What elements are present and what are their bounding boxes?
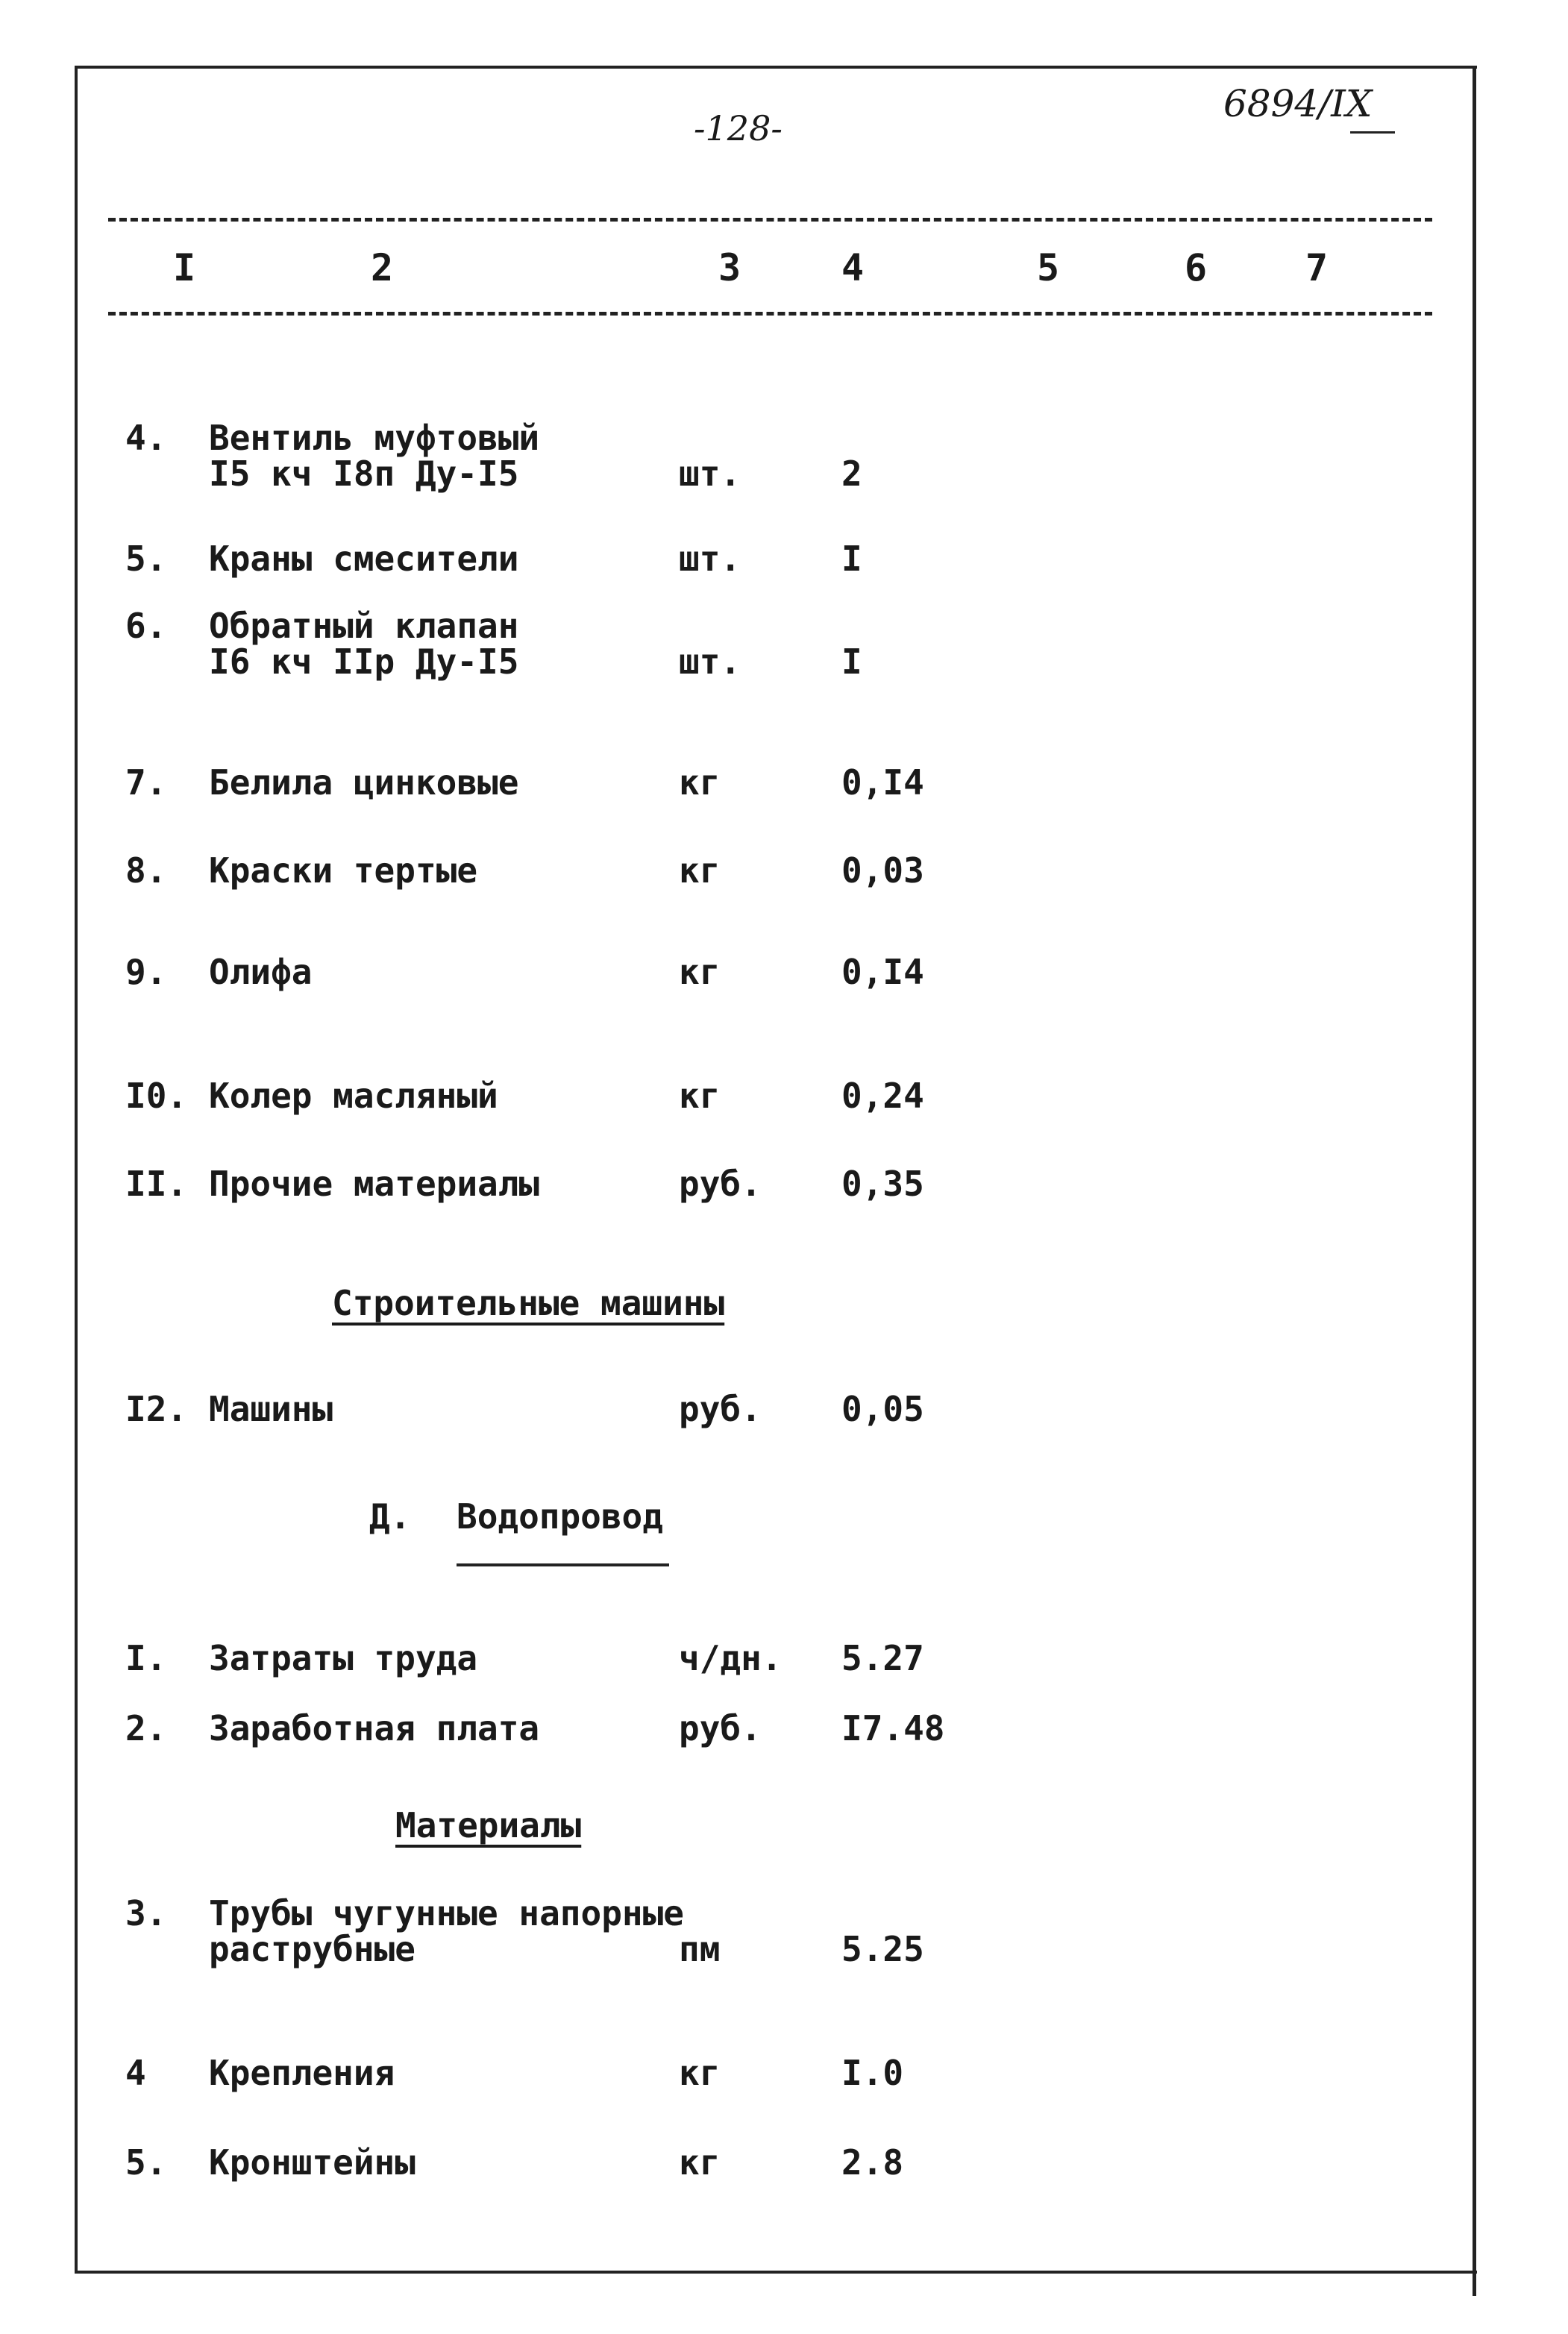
row-quantity: 0,03 [841,850,924,891]
row-name: Затраты труда [209,1638,478,1678]
row-number: 7. [125,762,167,803]
row-unit: руб. [679,1164,762,1204]
row-unit: шт. [679,539,741,579]
row-number: 5. [125,539,167,579]
row-quantity: 0,35 [841,1164,924,1204]
row-name: Заработная плата [209,1708,540,1748]
row-name: Машины [209,1389,333,1429]
row-unit: кг [679,2053,721,2093]
section-letter-d: Д. [369,1496,411,1537]
row-unit: ч/дн. [679,1638,783,1678]
row-unit: руб. [679,1389,762,1429]
row-quantity: 0,05 [841,1389,924,1429]
frame-bottom-border [75,2271,1477,2274]
row-unit: кг [679,1076,721,1116]
row-quantity: I [841,641,862,682]
row-unit: кг [679,952,721,992]
row-number: 8. [125,850,167,891]
section-heading-machines: Строительные машины [332,1283,725,1323]
frame-left-border [75,66,78,2274]
row-unit: кг [679,2142,721,2183]
row-unit: руб. [679,1708,762,1748]
header-top-dashed-rule [108,218,1432,222]
column-header-2: 2 [371,246,394,289]
row-name: Белила цинковые [209,762,519,803]
frame-top-border [75,66,1477,69]
row-quantity: 5.25 [841,1929,924,1969]
row-name: Крепления [209,2053,395,2093]
row-number: 4. [125,418,167,458]
row-unit: кг [679,850,721,891]
column-header-4: 4 [841,246,865,289]
section-heading-rule [457,1563,669,1566]
row-number: II. [125,1164,188,1204]
row-name: Кронштейны [209,2142,415,2183]
column-header-1: I [173,246,196,289]
row-number: 4 [125,2053,146,2093]
row-number: 3. [125,1893,167,1933]
row-unit: пм [679,1929,721,1969]
row-name: Краски тертые [209,850,478,891]
row-number: 2. [125,1708,167,1748]
row-quantity: I7.48 [841,1708,945,1748]
row-name-line2: раструбные [209,1929,415,1969]
section-heading-water-supply: Водопровод [457,1496,663,1537]
column-header-7: 7 [1305,246,1329,289]
row-unit: шт. [679,454,741,494]
row-name: Вентиль муфтовый [209,418,540,458]
header-bottom-dashed-rule [108,312,1432,316]
row-quantity: 0,I4 [841,762,924,803]
row-number: I0. [125,1076,188,1116]
frame-right-border [1473,66,1476,2296]
row-quantity: I [841,539,862,579]
row-name: Колер масляный [209,1076,498,1116]
row-quantity: 0,24 [841,1076,924,1116]
row-quantity: 0,I4 [841,952,924,992]
row-name: Краны смесители [209,539,519,579]
row-number: 6. [125,606,167,646]
row-name: Прочие материалы [209,1164,540,1204]
page-number: -128- [694,108,783,148]
row-name-line2: I6 кч IIр Ду-I5 [209,641,519,682]
row-quantity: I.0 [841,2053,904,2093]
row-number: I. [125,1638,167,1678]
column-header-5: 5 [1037,246,1060,289]
row-number: 5. [125,2142,167,2183]
row-quantity: 5.27 [841,1638,924,1678]
row-unit: шт. [679,641,741,682]
row-quantity: 2 [841,454,862,494]
row-name-line2: I5 кч I8п Ду-I5 [209,454,519,494]
row-name: Трубы чугунные напорные [209,1893,684,1933]
document-code: 6894/IX [1223,82,1373,125]
row-unit: кг [679,762,721,803]
document-code-underline [1350,131,1395,134]
row-number: 9. [125,952,167,992]
row-quantity: 2.8 [841,2142,904,2183]
row-name: Обратный клапан [209,606,519,646]
column-header-3: 3 [718,246,741,289]
column-header-6: 6 [1185,246,1208,289]
row-name: Олифа [209,952,313,992]
section-heading-materials: Материалы [395,1805,582,1845]
row-number: I2. [125,1389,188,1429]
